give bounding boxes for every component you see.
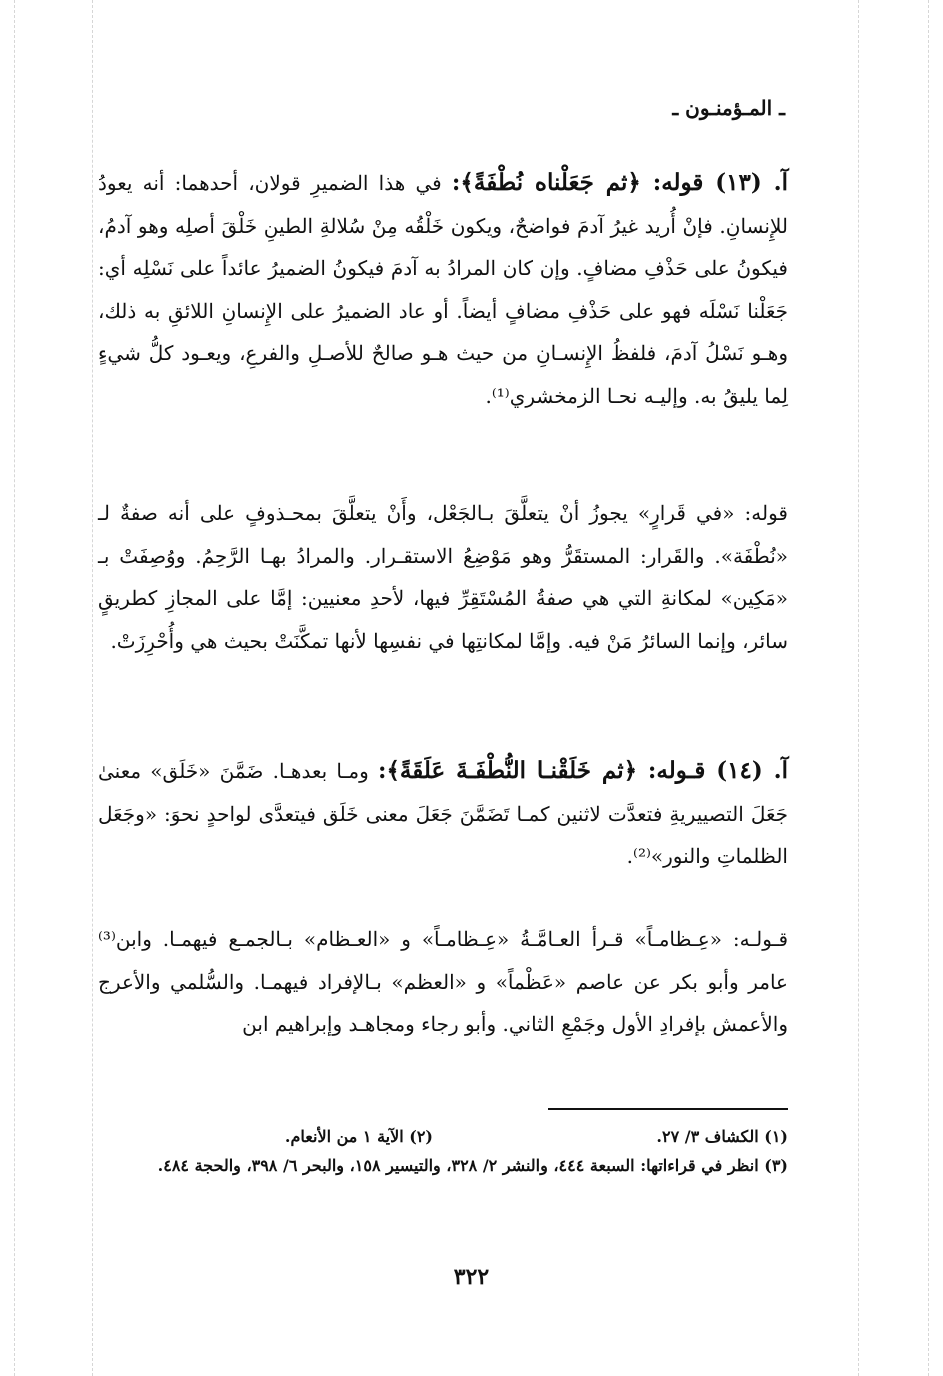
footnote-text: انظر في قراءاتها: السبعة ٤٤٤، والنشر ٢/ ٣٢٨، والتيسير ١٥٨، والبحر ٦/ ٣٩٨، والحجة ٤٨٤. (157, 1156, 759, 1175)
footnote-3 (98, 1151, 788, 1180)
paragraph-verse-13 (98, 162, 788, 417)
paragraph-text: في هذا الضميرِ قولان، أحدهما: أنه يعودُ للإِنسانِ. فإنْ أُريد غيرُ آدمَ فواضحٌ، ويكون خَلْقُه مِنْ سُلالةِ الطينِ خَلْقَ أصلِه وهو آدمُ، فيكونُ على حَذْفِ مضافٍ. وإن كان المرادُ به آدمَ فيكونُ الضميرُ عائداً على نَسْلِه أي: جَعَلْنا نَسْلَه فهو على حَذْفِ مضافٍ أيضاً. أو عاد الضميرُ على الإِنسانِ اللائقِ به ذلك، وهـو نَسْلُ آدمَ، فلفظُ الإِنسـانِ من حيث هـو صالحٌ للأصـلِ والفرعِ، ويعـود كلُّ شيءٍ لِما يليقُ به. وإليـه نحـا الزمخشري⁽¹⁾. (98, 171, 788, 408)
margin-guide-line (14, 0, 15, 1376)
paragraph-text: قوله: «في قَرارٍ» يجوزُ أنْ يتعلَّقَ بـالجَعْل، وأَنْ يتعلَّقَ بمحـذوفٍ على أنه صفةٌ لـ «نُطْفَة». والقَرار: المستقَرُّ وهو مَوْضِعُ الاستقـرار. والمرادُ بهـا الرَّحِمُ. ووُصِفَتْ بـ «مَكِين» لمكانةِ التي هي صفةُ المُسْتَقِرِّ فيها، لأحدِ معنيين: إمَّا على المجازِ كطريقٍ سائر، وإنما السائرُ مَنْ فيه. وإمَّا لمكانتِها في نفسِها لأنها تمكَّنَتْ بحيث هي وأُحْرِزَتْ. (98, 501, 788, 653)
verse-lead: آ. (١٤) قـوله: ﴿ثم خَلَقْنـا النُّطْفَـةَ عَلَقَةً﴾: (377, 757, 788, 784)
footnotes (98, 1122, 788, 1180)
margin-guide-line (928, 0, 929, 1376)
running-head: ـ المـؤمنـون ـ (672, 96, 785, 120)
footnote-text: الآية ١ من الأنعام. (284, 1127, 404, 1146)
footnote-row (98, 1122, 788, 1151)
footnote-separator (548, 1108, 788, 1110)
footnote-2 (285, 1122, 433, 1151)
footnote-number: (٣) (764, 1156, 788, 1175)
footnote-text: الكشاف ٣/ ٢٧. (656, 1127, 759, 1146)
paragraph-text: ومـا بعدهـا. ضَمَّنَ «خَلَق» معنىٰ جَعَلَ التصييريةِ فتعدَّت لاثنين كمـا تَضَمَّنَ جَعَلَ معنى خَلَق فيتعدَّى لواحدٍ نحوَ: «وجَعَل الظلماتِ والنور»⁽²⁾. (98, 759, 788, 868)
footnote-number: (١) (764, 1127, 788, 1146)
footnote-1 (433, 1122, 788, 1151)
page-number: ٣٢٢ (453, 1264, 490, 1290)
margin-guide-line (858, 0, 859, 1376)
footnote-number: (٢) (409, 1127, 433, 1146)
paragraph-qarar (98, 492, 788, 662)
paragraph-izaman (98, 918, 788, 1046)
paragraph-text: قـولـه: «عِـظامـاً» قـرأ العـامَّـةُ «عِـظامـاً» و «العـظام» بـالجمـع فيهمـا. وابن⁽³⁾ عامر وأبو بكر عن عاصم «عَظْماً» و «العظم» بـالإفراد فيهمـا. والسُّلمي والأعرج والأعمش بإفرادِ الأول وجَمْعِ الثاني. وأبو رجاء ومجاهـد وإبراهيم ابن (98, 927, 788, 1036)
verse-lead: آ. (١٣) قوله: ﴿ثم جَعَلْناه نُطْفَةً﴾: (451, 169, 788, 196)
paragraph-verse-14 (98, 750, 788, 878)
margin-guide-line (92, 0, 93, 1376)
